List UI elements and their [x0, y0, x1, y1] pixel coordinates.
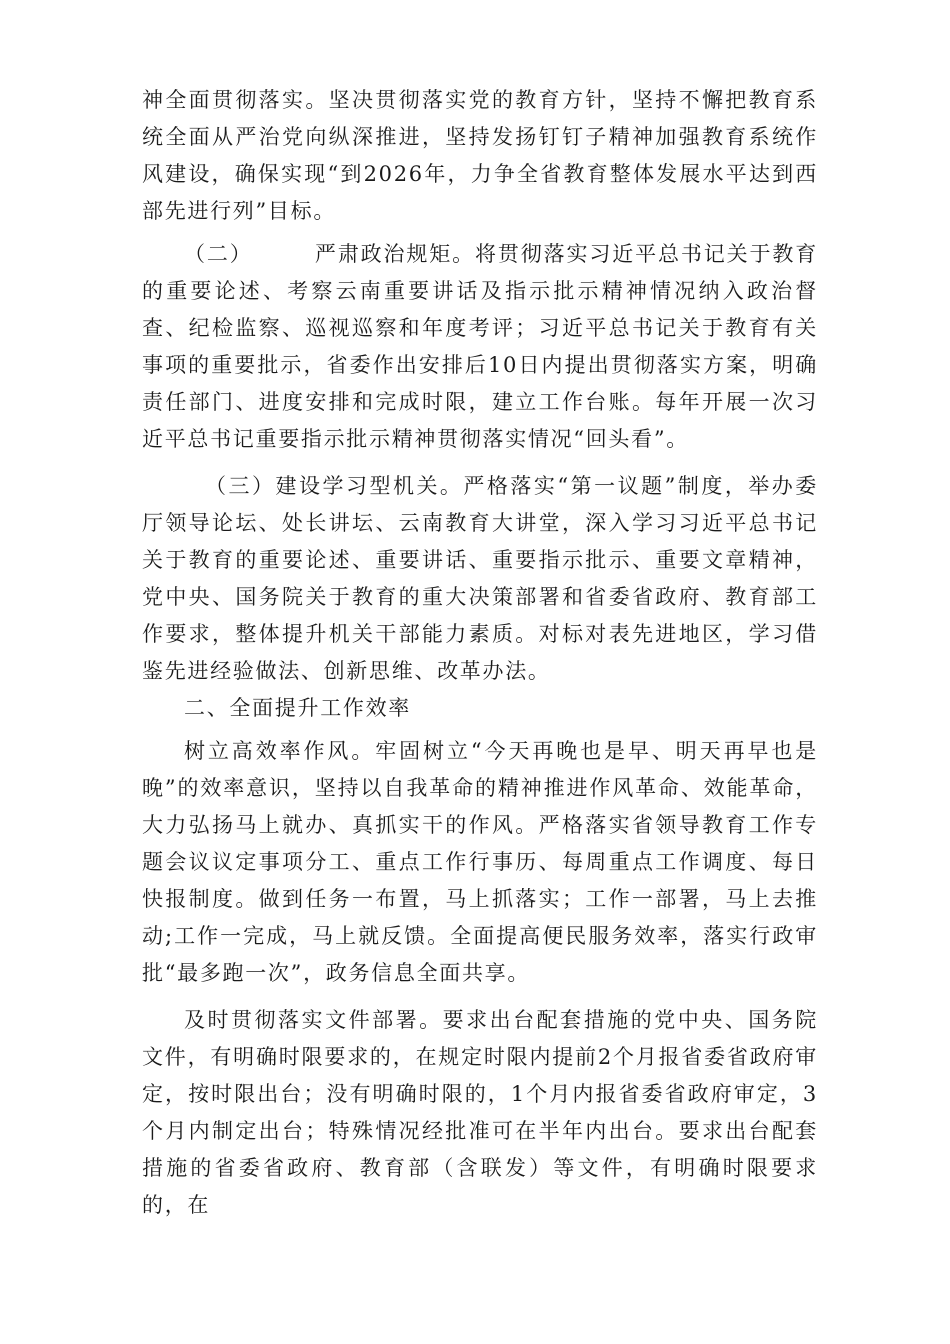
paragraph-continuation	[142, 82, 818, 230]
paragraph-efficiency	[142, 733, 818, 992]
paragraph-text: 神全面贯彻落实。坚决贯彻落实党的教育方针，坚持不懈把教育系统全面从严治党向纵深推进，坚持发扬钉钉子精神加强教育系统作风建设，确保实现“到2026年，力争全省教育整体发展水平达到西部先进行列”目标。	[142, 88, 818, 223]
paragraph-section-3	[142, 468, 818, 690]
paragraph-text: 及时贯彻落实文件部署。要求出台配套措施的党中央、国务院文件，有明确时限要求的，在规定时限内提前2个月报省委省政府审定，按时限出台；没有明确时限的，1个月内报省委省政府审定，3个月内制定出台；特殊情况经批准可在半年内出台。要求出台配套措施的省委省政府、教育部（含联发）等文件，有明确时限要求的，在	[142, 1008, 818, 1217]
section-label: （二）	[184, 242, 253, 266]
heading-text: 二、全面提升工作效率	[184, 696, 411, 720]
document-page	[142, 82, 818, 1224]
paragraph-text: （三）建设学习型机关。严格落实“第一议题”制度，举办委厅领导论坛、处长讲坛、云南教育大讲堂，深入学习习近平总书记关于教育的重要论述、重要讲话、重要指示批示、重要文章精神，党中央、国务院关于教育的重大决策部署和省委省政府、教育部工作要求，整体提升机关干部能力素质。对标对表先进地区，学习借鉴先进经验做法、创新思维、改革办法。	[142, 474, 818, 683]
section-heading	[142, 690, 818, 727]
paragraph-text: 严肃政治规矩。将贯彻落实习近平总书记关于教育的重要论述、考察云南重要讲话及指示批示精神情况纳入政治督查、纪检监察、巡视巡察和年度考评；习近平总书记关于教育有关事项的重要批示，省委作出安排后10日内提出贯彻落实方案，明确责任部门、进度安排和完成时限，建立工作台账。每年开展一次习近平总书记重要指示批示精神贯彻落实情况“回头看”。	[142, 242, 818, 451]
paragraph-section-2	[142, 236, 818, 458]
paragraph-text: 树立高效率作风。牢固树立“今天再晚也是早、明天再早也是晚”的效率意识，坚持以自我革命的精神推进作风革命、效能革命，大力弘扬马上就办、真抓实干的作风。严格落实省领导教育工作专题会议议定事项分工、重点工作行事历、每周重点工作调度、每日快报制度。做到任务一布置，马上抓落实；工作一部署，马上去推动;工作一完成，马上就反馈。全面提高便民服务效率，落实行政审批“最多跑一次”，政务信息全面共享。	[142, 739, 818, 985]
paragraph-documents	[142, 1002, 818, 1224]
